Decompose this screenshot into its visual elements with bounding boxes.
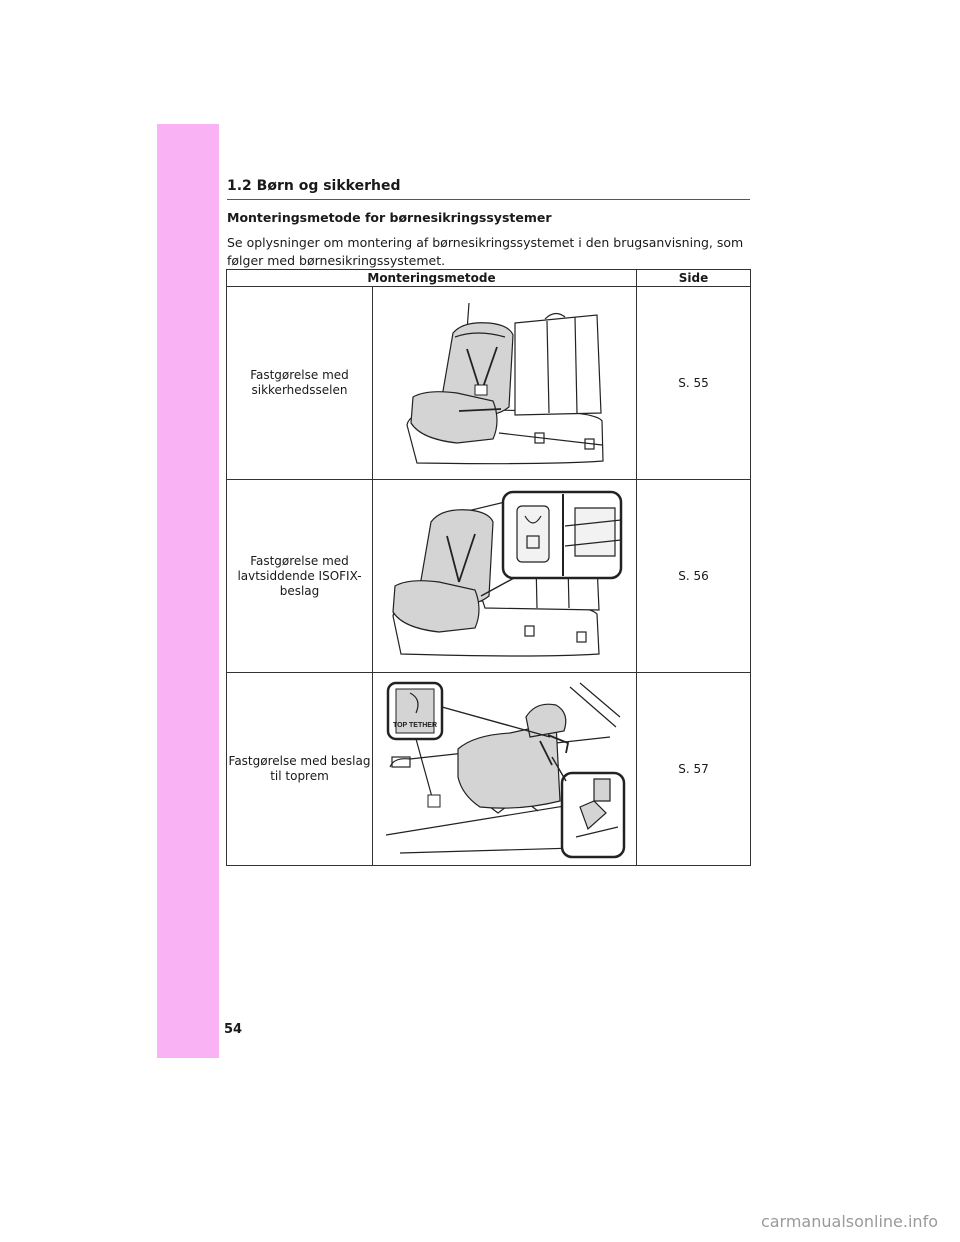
installation-method-table	[226, 269, 751, 866]
column-header-page: Side	[637, 270, 751, 287]
method-label: Fastgørelse med sikkerhedsselen	[227, 287, 373, 480]
section-header: 1.2 Børn og sikkerhed	[227, 178, 750, 200]
chapter-side-tab	[157, 124, 219, 1058]
intro-paragraph: Se oplysninger om montering af børnesikringssystemet i den brugsanvisning, som følger med børnesikringssystemet.	[227, 235, 744, 268]
page-reference: S. 57	[637, 673, 751, 866]
isofix-illustration-cell	[373, 480, 637, 673]
top-tether-label: TOP TETHER	[392, 722, 437, 729]
method-label: Fastgørelse med lavtsiddende ISOFIX-beslag	[227, 480, 373, 673]
table-row	[227, 673, 751, 866]
table-header-row	[227, 270, 751, 287]
table-row	[227, 287, 751, 480]
child-seat-isofix-illustration	[385, 486, 625, 666]
child-seat-seatbelt-illustration	[397, 293, 612, 473]
child-seat-top-tether-illustration	[380, 677, 630, 861]
method-label: Fastgørelse med beslag til toprem	[227, 673, 373, 866]
top-tether-illustration-cell	[373, 673, 637, 866]
page-heading: Monteringsmetode for børnesikringssystemer	[227, 210, 552, 225]
page-number: 54	[224, 1022, 243, 1037]
seatbelt-illustration-cell	[373, 287, 637, 480]
table-row	[227, 480, 751, 673]
page-reference: S. 55	[637, 287, 751, 480]
watermark: carmanualsonline.info	[760, 1212, 938, 1231]
column-header-method: Monteringsmetode	[227, 270, 637, 287]
page-reference: S. 56	[637, 480, 751, 673]
